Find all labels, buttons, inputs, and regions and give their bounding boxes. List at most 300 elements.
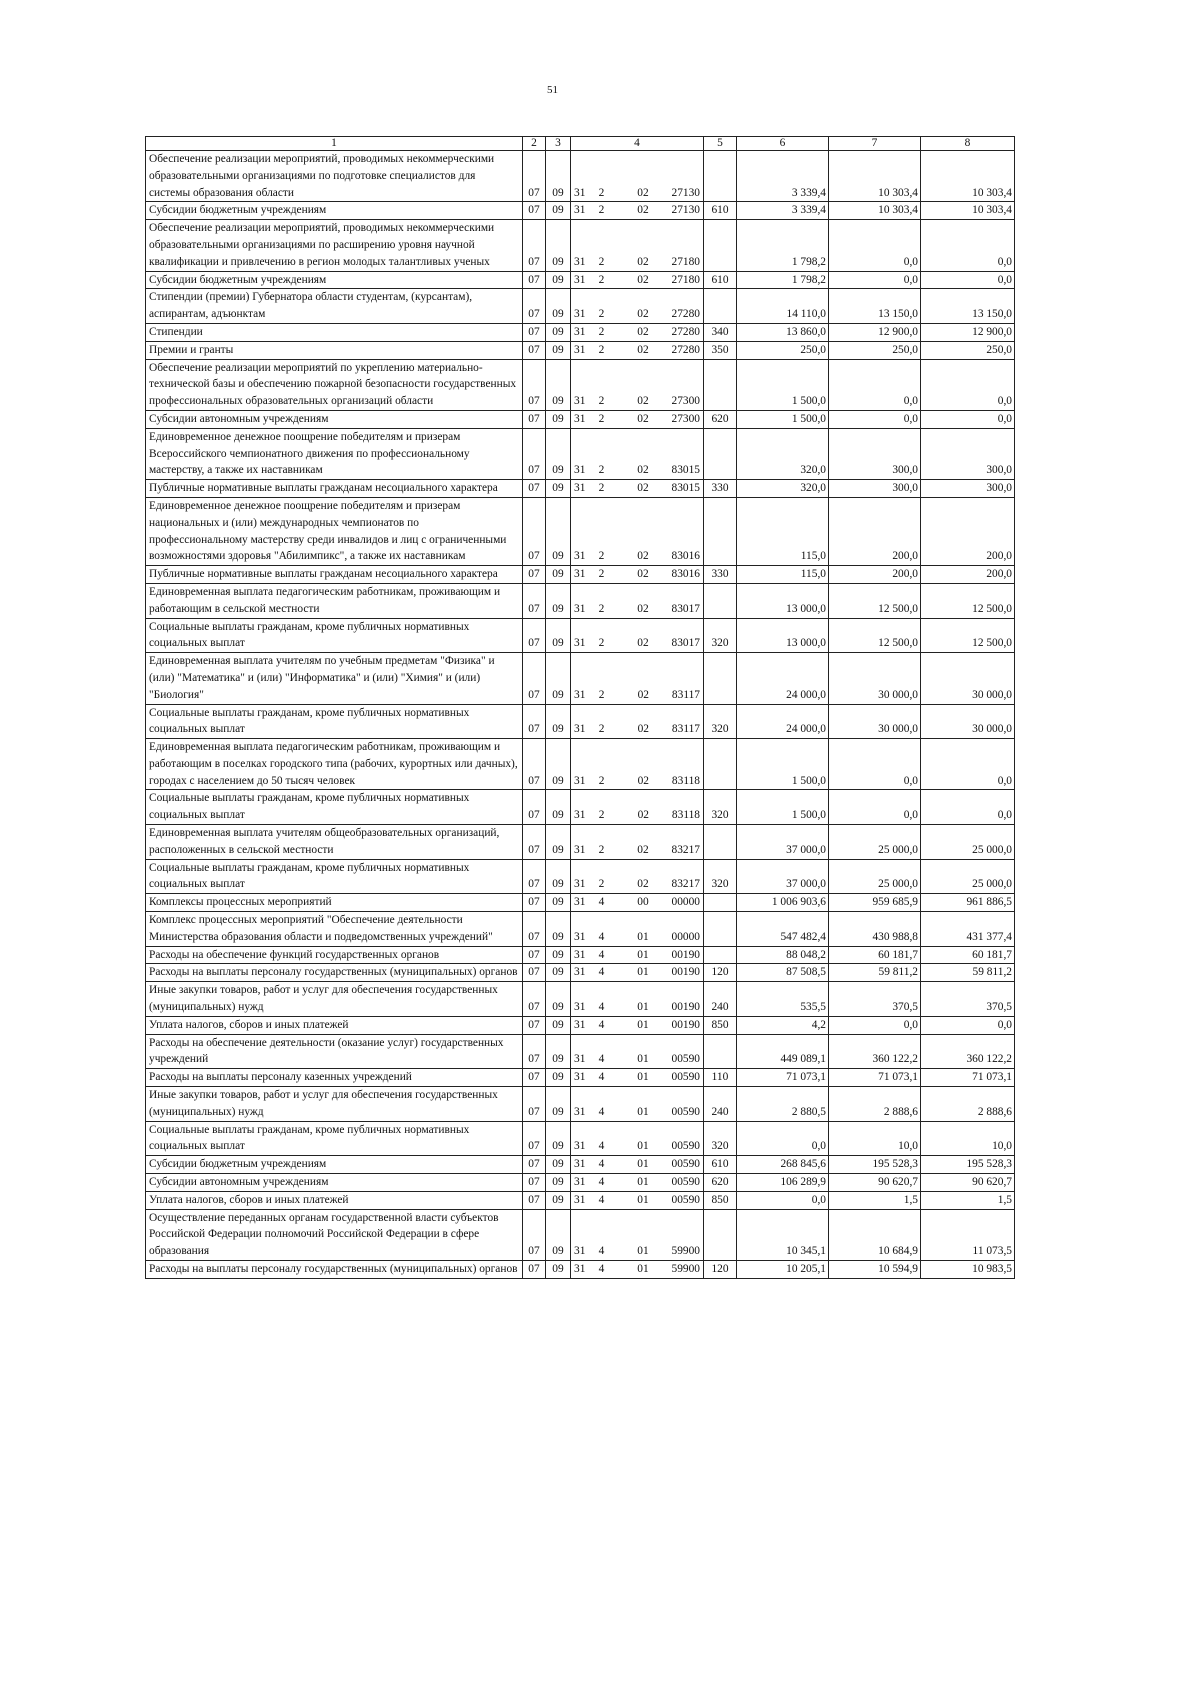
expense-type-code [704, 894, 737, 912]
section-code: 07 [523, 912, 546, 947]
subsection-code: 09 [546, 1087, 571, 1122]
target-code-part: 4 [598, 1071, 605, 1084]
amount-year-3: 30 000,0 [921, 704, 1015, 739]
amount-year-1: 547 482,4 [737, 912, 829, 947]
amount-year-3: 0,0 [921, 410, 1015, 428]
amount-year-1: 4,2 [737, 1016, 829, 1034]
target-code-part: 31 [574, 1158, 586, 1171]
amount-year-2: 0,0 [829, 739, 921, 790]
amount-year-1: 1 500,0 [737, 359, 829, 410]
expense-type-code [704, 151, 737, 202]
target-code-part: 00 [637, 896, 649, 909]
target-code-part: 00590 [671, 1140, 700, 1153]
amount-year-3: 25 000,0 [921, 859, 1015, 894]
budget-table [145, 136, 1015, 1279]
amount-year-2: 12 500,0 [829, 583, 921, 618]
section-code: 07 [523, 790, 546, 825]
subsection-code: 09 [546, 1191, 571, 1209]
expense-type-code: 610 [704, 1156, 737, 1174]
target-article-code [571, 566, 704, 584]
amount-year-2: 10 594,9 [829, 1261, 921, 1279]
target-code-part: 4 [598, 1158, 605, 1171]
target-article-code [571, 1191, 704, 1209]
target-code-part: 01 [637, 1001, 649, 1014]
target-code-part: 01 [637, 1245, 649, 1258]
expense-name: Социальные выплаты гражданам, кроме публичных нормативных социальных выплат [146, 704, 523, 739]
target-code-part: 31 [574, 464, 586, 477]
target-code-part: 2 [598, 568, 605, 581]
amount-year-2: 0,0 [829, 1016, 921, 1034]
subsection-code: 09 [546, 1156, 571, 1174]
amount-year-2: 25 000,0 [829, 859, 921, 894]
target-code-part: 31 [574, 843, 586, 856]
section-code: 07 [523, 982, 546, 1017]
expense-name: Субсидии бюджетным учреждениям [146, 1156, 523, 1174]
expense-type-code: 330 [704, 480, 737, 498]
target-code-part: 31 [574, 1001, 586, 1014]
col-header: 3 [546, 137, 571, 151]
target-code-part: 01 [637, 1158, 649, 1171]
subsection-code: 09 [546, 289, 571, 324]
target-code-part: 59900 [671, 1245, 700, 1258]
subsection-code: 09 [546, 1121, 571, 1156]
target-code-part: 83017 [671, 602, 700, 615]
expense-type-code: 320 [704, 1121, 737, 1156]
amount-year-2: 71 073,1 [829, 1069, 921, 1087]
target-code-part: 4 [598, 1263, 605, 1275]
target-code-part: 31 [574, 966, 586, 979]
subsection-code: 09 [546, 964, 571, 982]
expense-name: Публичные нормативные выплаты гражданам несоциального характера [146, 566, 523, 584]
target-article-code [571, 859, 704, 894]
target-code-part: 31 [574, 948, 586, 961]
target-code-part: 31 [574, 550, 586, 563]
amount-year-3: 10,0 [921, 1121, 1015, 1156]
section-code: 07 [523, 1209, 546, 1260]
target-code-part: 83217 [671, 843, 700, 856]
section-code: 07 [523, 480, 546, 498]
expense-type-code: 620 [704, 1174, 737, 1192]
section-code: 07 [523, 1174, 546, 1192]
target-code-part: 00000 [671, 896, 700, 909]
table-row [146, 653, 1015, 704]
expense-name: Субсидии бюджетным учреждениям [146, 202, 523, 220]
section-code: 07 [523, 151, 546, 202]
table-row [146, 1209, 1015, 1260]
table-row [146, 202, 1015, 220]
target-code-part: 83118 [671, 809, 700, 822]
table-row [146, 359, 1015, 410]
table-row [146, 151, 1015, 202]
table-row [146, 964, 1015, 982]
target-code-part: 83217 [671, 878, 700, 891]
expense-type-code [704, 428, 737, 479]
section-code: 07 [523, 1156, 546, 1174]
target-code-part: 31 [574, 255, 586, 268]
amount-year-1: 24 000,0 [737, 704, 829, 739]
target-code-part: 27180 [671, 273, 700, 286]
target-code-part: 02 [637, 568, 649, 581]
amount-year-3: 200,0 [921, 566, 1015, 584]
subsection-code: 09 [546, 618, 571, 653]
amount-year-3: 0,0 [921, 220, 1015, 271]
table-row [146, 1034, 1015, 1069]
table-row [146, 1191, 1015, 1209]
subsection-code: 09 [546, 1034, 571, 1069]
table-row [146, 946, 1015, 964]
target-code-part: 00590 [671, 1176, 700, 1189]
subsection-code: 09 [546, 894, 571, 912]
amount-year-1: 14 110,0 [737, 289, 829, 324]
expense-type-code [704, 653, 737, 704]
expense-type-code: 610 [704, 202, 737, 220]
target-article-code [571, 894, 704, 912]
subsection-code: 09 [546, 946, 571, 964]
table-row [146, 341, 1015, 359]
target-article-code [571, 289, 704, 324]
target-code-part: 00190 [671, 948, 700, 961]
col-header: 2 [523, 137, 546, 151]
target-article-code [571, 704, 704, 739]
subsection-code: 09 [546, 220, 571, 271]
target-article-code [571, 912, 704, 947]
amount-year-1: 87 508,5 [737, 964, 829, 982]
expense-name: Обеспечение реализации мероприятий, проводимых некоммерческими образовательными организациями по расширению уровня научной квалификации и привлечению в регион молодых талантливых ученых [146, 220, 523, 271]
amount-year-1: 449 089,1 [737, 1034, 829, 1069]
table-row [146, 618, 1015, 653]
subsection-code: 09 [546, 151, 571, 202]
target-code-part: 27280 [671, 343, 700, 356]
expense-name: Комплекс процессных мероприятий "Обеспечение деятельности Министерства образования области и подведомственных учреждений" [146, 912, 523, 947]
target-code-part: 83016 [671, 550, 700, 563]
target-article-code [571, 202, 704, 220]
table-row [146, 982, 1015, 1017]
amount-year-3: 13 150,0 [921, 289, 1015, 324]
amount-year-1: 88 048,2 [737, 946, 829, 964]
table-row [146, 1261, 1015, 1279]
amount-year-2: 200,0 [829, 497, 921, 565]
target-code-part: 31 [574, 723, 586, 736]
amount-year-1: 535,5 [737, 982, 829, 1017]
target-code-part: 31 [574, 482, 586, 495]
subsection-code: 09 [546, 323, 571, 341]
target-code-part: 2 [598, 464, 605, 477]
expense-type-code [704, 359, 737, 410]
section-code: 07 [523, 410, 546, 428]
amount-year-1: 13 000,0 [737, 583, 829, 618]
subsection-code: 09 [546, 1261, 571, 1279]
target-article-code [571, 790, 704, 825]
target-code-part: 02 [637, 774, 649, 787]
amount-year-3: 10 983,5 [921, 1261, 1015, 1279]
target-code-part: 31 [574, 395, 586, 408]
table-row [146, 894, 1015, 912]
amount-year-2: 10 303,4 [829, 202, 921, 220]
expense-name: Единовременная выплата учителям общеобразовательных организаций, расположенных в сельской местности [146, 825, 523, 860]
target-article-code [571, 1069, 704, 1087]
target-code-part: 27130 [671, 204, 700, 217]
expense-type-code: 610 [704, 271, 737, 289]
target-code-part: 27300 [671, 412, 700, 425]
subsection-code: 09 [546, 912, 571, 947]
expense-name: Уплата налогов, сборов и иных платежей [146, 1016, 523, 1034]
expense-name: Обеспечение реализации мероприятий, проводимых некоммерческими образовательными организациями по подготовке специалистов для системы образования области [146, 151, 523, 202]
target-code-part: 01 [637, 966, 649, 979]
target-article-code [571, 428, 704, 479]
target-code-part: 2 [598, 809, 605, 822]
amount-year-1: 2 880,5 [737, 1087, 829, 1122]
col-header: 6 [737, 137, 829, 151]
target-code-part: 01 [637, 1071, 649, 1084]
expense-type-code [704, 583, 737, 618]
table-row [146, 912, 1015, 947]
subsection-code: 09 [546, 583, 571, 618]
target-code-part: 00190 [671, 1018, 700, 1031]
amount-year-2: 300,0 [829, 480, 921, 498]
amount-year-2: 0,0 [829, 790, 921, 825]
expense-name: Расходы на выплаты персоналу государственных (муниципальных) органов [146, 1261, 523, 1279]
expense-type-code: 320 [704, 859, 737, 894]
target-code-part: 2 [598, 723, 605, 736]
target-code-part: 4 [598, 1176, 605, 1189]
amount-year-2: 360 122,2 [829, 1034, 921, 1069]
expense-type-code: 110 [704, 1069, 737, 1087]
target-article-code [571, 1261, 704, 1279]
target-code-part: 31 [574, 343, 586, 356]
amount-year-3: 0,0 [921, 359, 1015, 410]
target-code-part: 02 [637, 395, 649, 408]
expense-name: Расходы на обеспечение функций государственных органов [146, 946, 523, 964]
expense-name: Расходы на обеспечение деятельности (оказание услуг) государственных учреждений [146, 1034, 523, 1069]
target-code-part: 2 [598, 412, 605, 425]
amount-year-1: 37 000,0 [737, 859, 829, 894]
section-code: 07 [523, 1191, 546, 1209]
page-number: 51 [547, 84, 558, 96]
target-article-code [571, 1016, 704, 1034]
target-code-part: 31 [574, 568, 586, 581]
target-article-code [571, 220, 704, 271]
section-code: 07 [523, 566, 546, 584]
amount-year-2: 59 811,2 [829, 964, 921, 982]
target-article-code [571, 341, 704, 359]
target-code-part: 31 [574, 1053, 586, 1066]
amount-year-3: 10 303,4 [921, 151, 1015, 202]
amount-year-1: 106 289,9 [737, 1174, 829, 1192]
table-row [146, 220, 1015, 271]
amount-year-1: 268 845,6 [737, 1156, 829, 1174]
target-code-part: 02 [637, 482, 649, 495]
expense-name: Иные закупки товаров, работ и услуг для обеспечения государственных (муниципальных) нужд [146, 1087, 523, 1122]
target-code-part: 27280 [671, 308, 700, 321]
target-code-part: 4 [598, 1053, 605, 1066]
expense-name: Социальные выплаты гражданам, кроме публичных нормативных социальных выплат [146, 1121, 523, 1156]
amount-year-3: 200,0 [921, 497, 1015, 565]
amount-year-1: 250,0 [737, 341, 829, 359]
section-code: 07 [523, 1261, 546, 1279]
amount-year-2: 10 303,4 [829, 151, 921, 202]
expense-type-code: 120 [704, 1261, 737, 1279]
amount-year-2: 10,0 [829, 1121, 921, 1156]
table-row [146, 825, 1015, 860]
amount-year-3: 961 886,5 [921, 894, 1015, 912]
section-code: 07 [523, 1016, 546, 1034]
amount-year-1: 71 073,1 [737, 1069, 829, 1087]
expense-type-code [704, 1209, 737, 1260]
target-code-part: 02 [637, 637, 649, 650]
section-code: 07 [523, 1034, 546, 1069]
subsection-code: 09 [546, 359, 571, 410]
target-code-part: 31 [574, 1018, 586, 1031]
table-row [146, 1156, 1015, 1174]
target-code-part: 2 [598, 273, 605, 286]
expense-name: Расходы на выплаты персоналу казенных учреждений [146, 1069, 523, 1087]
amount-year-1: 115,0 [737, 497, 829, 565]
amount-year-1: 10 345,1 [737, 1209, 829, 1260]
table-row [146, 1087, 1015, 1122]
target-code-part: 31 [574, 1263, 586, 1275]
subsection-code: 09 [546, 271, 571, 289]
table-row [146, 790, 1015, 825]
amount-year-1: 0,0 [737, 1121, 829, 1156]
table-row [146, 271, 1015, 289]
expense-name: Стипендии [146, 323, 523, 341]
amount-year-2: 0,0 [829, 220, 921, 271]
section-code: 07 [523, 1121, 546, 1156]
expense-type-code: 850 [704, 1191, 737, 1209]
table-row [146, 480, 1015, 498]
target-code-part: 2 [598, 186, 605, 199]
expense-name: Субсидии автономным учреждениям [146, 410, 523, 428]
target-code-part: 27130 [671, 186, 700, 199]
target-code-part: 31 [574, 809, 586, 822]
expense-name: Обеспечение реализации мероприятий по укреплению материально-технической базы и обеспечению пожарной безопасности государственных профессиональных образовательных организаций области [146, 359, 523, 410]
target-code-part: 2 [598, 343, 605, 356]
target-code-part: 31 [574, 186, 586, 199]
target-code-part: 2 [598, 878, 605, 891]
subsection-code: 09 [546, 566, 571, 584]
section-code: 07 [523, 1069, 546, 1087]
col-header: 7 [829, 137, 921, 151]
amount-year-3: 12 900,0 [921, 323, 1015, 341]
target-article-code [571, 1121, 704, 1156]
amount-year-3: 25 000,0 [921, 825, 1015, 860]
target-code-part: 31 [574, 1176, 586, 1189]
target-article-code [571, 964, 704, 982]
expense-name: Единовременная выплата учителям по учебным предметам "Физика" и (или) "Математика" и (или) "Информатика" и (или) "Химия" и (или) "Биология" [146, 653, 523, 704]
amount-year-3: 59 811,2 [921, 964, 1015, 982]
expense-name: Субсидии бюджетным учреждениям [146, 271, 523, 289]
target-article-code [571, 1156, 704, 1174]
section-code: 07 [523, 739, 546, 790]
target-code-part: 4 [598, 1140, 605, 1153]
amount-year-3: 12 500,0 [921, 618, 1015, 653]
section-code: 07 [523, 583, 546, 618]
subsection-code: 09 [546, 739, 571, 790]
target-code-part: 01 [637, 1193, 649, 1206]
target-code-part: 2 [598, 688, 605, 701]
expense-name: Комплексы процессных мероприятий [146, 894, 523, 912]
table-row [146, 323, 1015, 341]
expense-type-code: 240 [704, 1087, 737, 1122]
target-code-part: 02 [637, 412, 649, 425]
amount-year-3: 250,0 [921, 341, 1015, 359]
amount-year-2: 300,0 [829, 428, 921, 479]
col-header: 8 [921, 137, 1015, 151]
table-row [146, 859, 1015, 894]
target-code-part: 01 [637, 1105, 649, 1118]
expense-type-code: 320 [704, 704, 737, 739]
amount-year-3: 1,5 [921, 1191, 1015, 1209]
target-code-part: 4 [598, 1245, 605, 1258]
subsection-code: 09 [546, 341, 571, 359]
expense-type-code: 850 [704, 1016, 737, 1034]
expense-type-code: 320 [704, 790, 737, 825]
target-code-part: 27180 [671, 255, 700, 268]
expense-name: Иные закупки товаров, работ и услуг для обеспечения государственных (муниципальных) нужд [146, 982, 523, 1017]
target-code-part: 01 [637, 1263, 649, 1275]
subsection-code: 09 [546, 859, 571, 894]
amount-year-2: 959 685,9 [829, 894, 921, 912]
table-row [146, 739, 1015, 790]
target-code-part: 01 [637, 930, 649, 943]
target-article-code [571, 653, 704, 704]
target-code-part: 2 [598, 204, 605, 217]
target-code-part: 31 [574, 602, 586, 615]
expense-type-code: 240 [704, 982, 737, 1017]
subsection-code: 09 [546, 1209, 571, 1260]
target-article-code [571, 480, 704, 498]
amount-year-2: 30 000,0 [829, 704, 921, 739]
section-code: 07 [523, 653, 546, 704]
amount-year-3: 300,0 [921, 480, 1015, 498]
target-article-code [571, 618, 704, 653]
section-code: 07 [523, 359, 546, 410]
section-code: 07 [523, 497, 546, 565]
target-code-part: 31 [574, 273, 586, 286]
section-code: 07 [523, 946, 546, 964]
table-row [146, 1069, 1015, 1087]
amount-year-2: 195 528,3 [829, 1156, 921, 1174]
target-code-part: 2 [598, 550, 605, 563]
section-code: 07 [523, 289, 546, 324]
target-code-part: 31 [574, 774, 586, 787]
target-code-part: 59900 [671, 1263, 700, 1275]
subsection-code: 09 [546, 1016, 571, 1034]
section-code: 07 [523, 825, 546, 860]
target-code-part: 4 [598, 1105, 605, 1118]
target-code-part: 2 [598, 255, 605, 268]
target-code-part: 02 [637, 464, 649, 477]
amount-year-1: 3 339,4 [737, 151, 829, 202]
target-article-code [571, 1034, 704, 1069]
target-code-part: 02 [637, 550, 649, 563]
amount-year-3: 360 122,2 [921, 1034, 1015, 1069]
target-code-part: 4 [598, 1001, 605, 1014]
target-code-part: 02 [637, 878, 649, 891]
target-article-code [571, 1087, 704, 1122]
target-code-part: 83015 [671, 482, 700, 495]
target-code-part: 02 [637, 809, 649, 822]
table-row [146, 1121, 1015, 1156]
target-code-part: 31 [574, 1140, 586, 1153]
amount-year-3: 2 888,6 [921, 1087, 1015, 1122]
amount-year-2: 200,0 [829, 566, 921, 584]
amount-year-2: 12 900,0 [829, 323, 921, 341]
target-article-code [571, 1209, 704, 1260]
amount-year-1: 320,0 [737, 428, 829, 479]
expense-type-code: 620 [704, 410, 737, 428]
amount-year-3: 11 073,5 [921, 1209, 1015, 1260]
